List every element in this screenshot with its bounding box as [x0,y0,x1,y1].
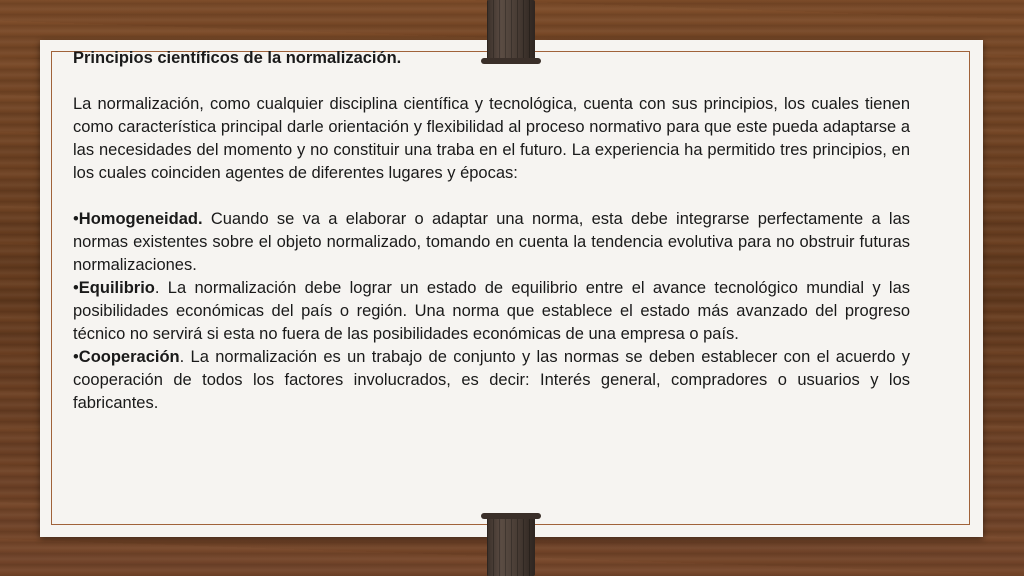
principle-term: Homogeneidad. [78,210,203,228]
bullet: • [73,210,79,228]
principle-term: Cooperación [78,348,180,366]
slide-title: Principios científicos de la normalización. [73,49,402,67]
principle-term: Equilibrio [78,279,155,297]
principle-text: . La normalización es un trabajo de conjunto y las normas se deben establecer con el acuerdo y cooperación de todos los factores involucrados, es decir: Interés general, compradores o usuarios y los fabricantes. [73,348,910,412]
principle-equilibrio [73,277,910,346]
bullet: • [73,348,79,366]
bottom-binder-clip [487,515,535,576]
slide-content [73,47,910,415]
principle-text: . La normalización debe lograr un estado de equilibrio entre el avance tecnológico mundial y las posibilidades económicas del país o región. Una norma que establece el estado más avanzado del progreso técnico no servirá si esta no fuera de las posibilidades económicas de una empresa o país. [73,279,910,343]
principle-cooperacion [73,346,910,415]
intro-paragraph: La normalización, como cualquier disciplina científica y tecnológica, cuenta con sus principios, los cuales tienen como característica principal darle orientación y flexibilidad al proceso normativo para que este pueda adaptarse a las necesidades del momento y no constituir una traba en el futuro. La experiencia ha permitido tres principios, en los cuales coinciden agentes de diferentes lugares y épocas: [73,95,910,182]
bullet: • [73,279,79,297]
principle-homogeneidad [73,208,910,277]
principle-text: Cuando se va a elaborar o adaptar una norma, esta debe integrarse perfectamente a las normas existentes sobre el objeto normalizado, tomando en cuenta la tendencia evolutiva para no obstruir futuras normalizaciones. [73,210,910,274]
